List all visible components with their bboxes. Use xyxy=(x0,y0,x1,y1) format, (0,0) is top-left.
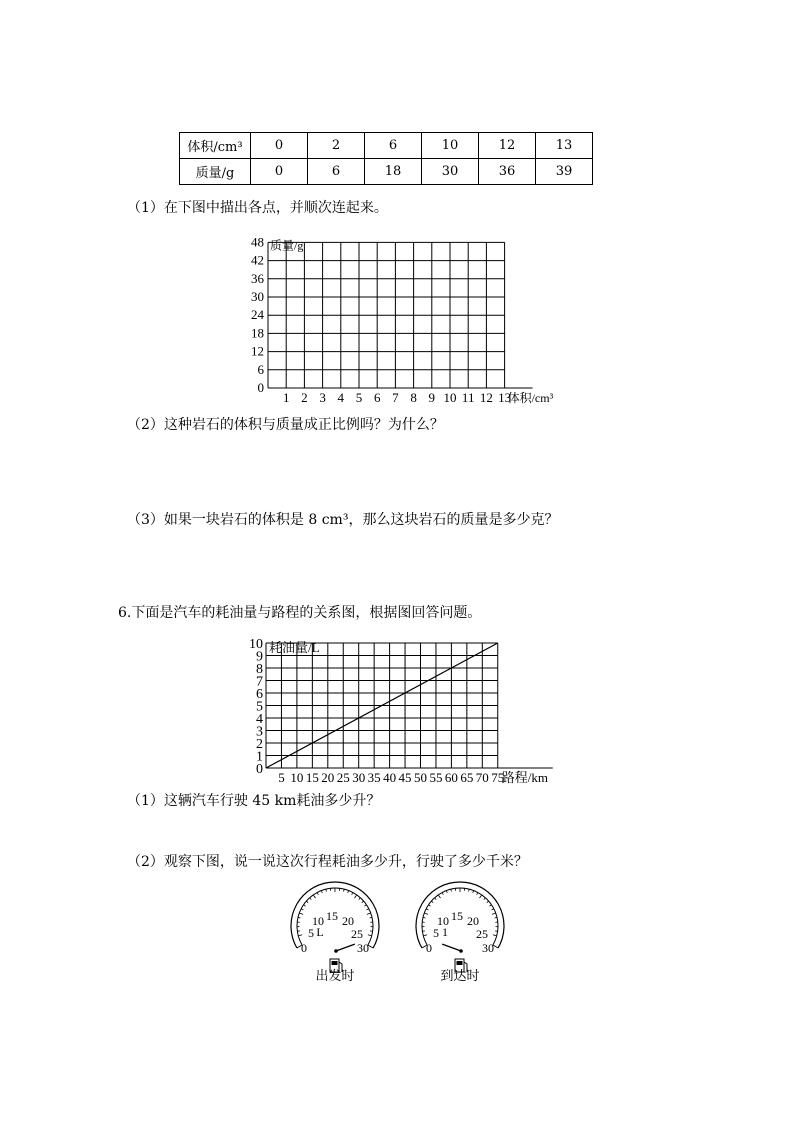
table-cell: 12 xyxy=(479,133,536,159)
y-tick-label: 12 xyxy=(251,343,264,359)
y-tick-label: 9 xyxy=(256,649,263,665)
table-cell: 6 xyxy=(308,159,365,185)
fuel-pump-window xyxy=(332,961,338,965)
gauge-tick xyxy=(364,905,366,906)
x-tick-label: 55 xyxy=(429,770,443,785)
gauge-caption: 出发时 xyxy=(315,968,355,983)
y-tick-label: 1 xyxy=(256,749,263,765)
gauge-tick xyxy=(362,901,364,903)
question-6-1: （1）这辆汽车行驶 45 km耗油多少升？ xyxy=(127,793,381,809)
table-cell: 6 xyxy=(365,133,422,159)
table-cell: 30 xyxy=(422,159,479,185)
gauge-tick xyxy=(484,898,486,900)
y-tick-label: 4 xyxy=(256,712,263,727)
x-tick-label: 1 xyxy=(282,390,290,405)
question-5-3: （3）如果一块岩石的体积是 8 cm³，那么这块岩石的质量是多少克？ xyxy=(127,512,559,528)
table-cell: 0 xyxy=(251,159,308,185)
gauge-label: 5 xyxy=(308,926,314,940)
x-tick-label: 4 xyxy=(337,390,345,405)
gauge-tick xyxy=(446,891,447,893)
gauge-label: 20 xyxy=(342,914,354,928)
x-tick-label: 40 xyxy=(383,770,397,785)
gauge-tick xyxy=(301,909,303,910)
y-axis-label: 耗油量/L xyxy=(269,640,320,655)
x-tick-label: 2 xyxy=(301,390,308,405)
table-cell: 2 xyxy=(308,133,365,159)
gauge-label: 15 xyxy=(326,909,338,923)
y-tick-label: 3 xyxy=(256,724,263,740)
x-tick-label: 13 xyxy=(498,390,512,405)
table-cell: 18 xyxy=(365,159,422,185)
gauge-tick xyxy=(423,935,427,936)
x-tick-label: 70 xyxy=(475,770,489,785)
gauge-pivot xyxy=(459,949,463,953)
x-tick-label: 8 xyxy=(410,390,417,405)
gauge-tick xyxy=(370,917,372,918)
gauge-tick xyxy=(438,895,440,898)
table-row xyxy=(180,133,593,159)
gauge-label: 30 xyxy=(357,941,369,955)
fuel-distance-chart xyxy=(240,622,570,787)
gauge-needle xyxy=(336,944,355,951)
gauge-tick xyxy=(306,901,308,903)
x-tick-label: 9 xyxy=(428,390,436,405)
table-cell: 36 xyxy=(479,159,536,185)
gauge-tick xyxy=(492,913,496,914)
x-tick-label: 5 xyxy=(278,770,285,785)
gauge-tick xyxy=(428,905,430,906)
x-tick-label: 50 xyxy=(414,770,427,785)
gauge-tick xyxy=(299,913,303,914)
table-header-volume: 体积/cm³ xyxy=(180,133,251,159)
table-header-mass: 质量/g xyxy=(180,159,251,185)
gauge-label: 25 xyxy=(351,927,363,941)
x-tick-label: 25 xyxy=(336,770,350,785)
y-tick-label: 36 xyxy=(251,270,264,286)
gauge-pivot xyxy=(334,949,338,953)
fuel-gauges xyxy=(285,876,510,986)
gauge-tick xyxy=(348,891,349,893)
gauge-label: 25 xyxy=(476,927,488,941)
y-tick-label: 0 xyxy=(256,762,263,777)
fuel-gauge xyxy=(416,882,504,983)
table-row xyxy=(180,159,593,185)
x-tick-label: 3 xyxy=(319,390,326,405)
x-tick-label: 6 xyxy=(373,390,381,405)
data-table xyxy=(179,132,593,185)
gauge-tick xyxy=(303,905,305,906)
y-tick-label: 42 xyxy=(251,252,264,268)
x-tick-label: 11 xyxy=(461,390,475,405)
gauge-label: 10 xyxy=(437,914,449,928)
y-tick-label: 7 xyxy=(256,674,263,690)
gauge-label: 30 xyxy=(482,941,494,955)
x-tick-label: 35 xyxy=(367,770,381,785)
x-tick-label: 45 xyxy=(398,770,412,785)
gauge-tick xyxy=(298,917,300,918)
fuel-gauge xyxy=(291,882,379,983)
gauge-tick xyxy=(477,892,478,894)
y-tick-label: 10 xyxy=(249,637,263,652)
x-tick-label: 20 xyxy=(321,770,335,785)
table-cell: 10 xyxy=(422,133,479,159)
fuel-pump-window xyxy=(457,961,463,965)
x-axis-label: 体积/cm³ xyxy=(507,391,554,405)
x-tick-label: 65 xyxy=(460,770,474,785)
x-tick-label: 5 xyxy=(355,390,363,405)
x-tick-label: 75 xyxy=(491,770,505,785)
gauge-tick xyxy=(423,917,425,918)
gauge-tick xyxy=(317,892,318,894)
table-cell: 39 xyxy=(536,159,593,185)
x-tick-label: 60 xyxy=(444,770,458,785)
x-axis-label: 路程/km xyxy=(501,770,548,785)
y-tick-label: 6 xyxy=(256,687,263,702)
gauge-label: L xyxy=(316,925,324,939)
x-tick-label: 30 xyxy=(352,770,366,785)
y-tick-label: 24 xyxy=(251,307,264,323)
question-6-2: （2）观察下图，说一说这次行程耗油多少升，行驶了多少千米？ xyxy=(127,854,528,870)
gauge-tick xyxy=(355,895,357,898)
y-tick-label: 2 xyxy=(256,737,263,752)
gauge-label: 0 xyxy=(426,941,432,955)
gauge-tick xyxy=(313,895,315,898)
gauge-needle xyxy=(442,944,461,951)
y-tick-label: 8 xyxy=(256,662,263,677)
gauge-tick xyxy=(352,892,353,894)
y-tick-label: 0 xyxy=(257,380,264,395)
mass-volume-grid xyxy=(240,220,580,410)
gauge-tick xyxy=(359,898,361,900)
question-6-title: 6.下面是汽车的耗油量与路程的关系图，根据图回答问题。 xyxy=(118,605,482,621)
gauge-tick xyxy=(367,913,371,914)
y-tick-label: 18 xyxy=(251,325,264,341)
question-5-1: （1）在下图中描出各点，并顺次连起来。 xyxy=(127,200,388,216)
gauge-tick xyxy=(431,901,433,903)
gauge-tick xyxy=(424,913,428,914)
gauge-tick xyxy=(442,892,443,894)
table-cell: 13 xyxy=(536,133,593,159)
x-tick-label: 15 xyxy=(305,770,319,785)
gauge-tick xyxy=(298,935,302,936)
x-tick-label: 10 xyxy=(443,390,457,405)
gauge-caption: 到达时 xyxy=(440,968,480,983)
gauge-tick xyxy=(495,917,497,918)
x-tick-label: 7 xyxy=(392,390,399,405)
gauge-label: 1 xyxy=(442,925,448,939)
gauge-tick xyxy=(489,905,491,906)
gauge-tick xyxy=(367,909,369,910)
gauge-tick xyxy=(426,909,428,910)
gauge-tick xyxy=(435,898,437,900)
gauge-label: 5 xyxy=(433,926,439,940)
y-axis-label: 质量/g xyxy=(270,238,304,253)
y-tick-label: 6 xyxy=(257,361,264,377)
gauge-label: 10 xyxy=(312,914,324,928)
gauge-label: 15 xyxy=(451,909,463,923)
y-tick-label: 30 xyxy=(251,289,264,304)
gauge-tick xyxy=(493,935,497,936)
y-tick-label: 48 xyxy=(251,234,264,250)
gauge-tick xyxy=(310,898,312,900)
gauge-tick xyxy=(473,891,474,893)
x-tick-label: 12 xyxy=(479,390,493,405)
gauge-tick xyxy=(492,909,494,910)
table-cell: 0 xyxy=(251,133,308,159)
question-5-2: （2）这种岩石的体积与质量成正比例吗？为什么？ xyxy=(127,417,444,433)
gauge-label: 0 xyxy=(301,941,307,955)
gauge-tick xyxy=(480,895,482,898)
gauge-tick xyxy=(487,901,489,903)
gauge-tick xyxy=(321,891,322,893)
y-tick-label: 5 xyxy=(256,699,263,715)
gauge-tick xyxy=(368,935,372,936)
gauge-label: 20 xyxy=(467,914,479,928)
x-tick-label: 10 xyxy=(290,770,304,785)
